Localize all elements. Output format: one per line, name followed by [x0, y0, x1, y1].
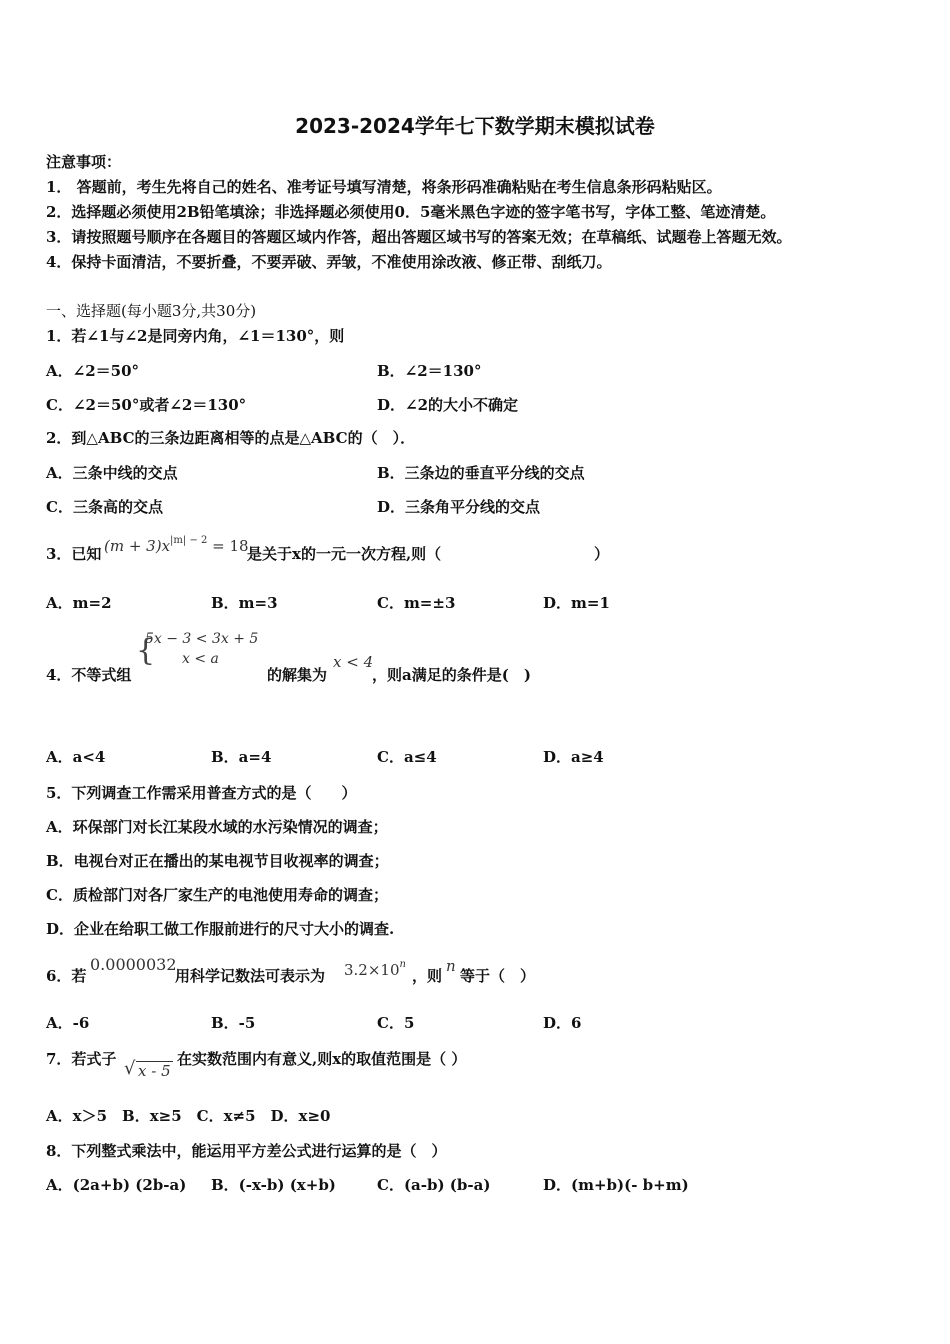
q4-option-b: B．a=4 [211, 748, 272, 766]
q8-option-a: A．(2a+b) (2b-a) [46, 1176, 187, 1194]
q1-option-b: B．∠2＝130° [377, 362, 482, 380]
q1-stem: 1．若∠1与∠2是同旁内角，∠1＝130°，则 [46, 327, 345, 345]
q3-suffix: 是关于x的一元一次方程,则（ [247, 545, 442, 563]
q4-middle-text: 的解集为 [267, 666, 328, 684]
q3-prefix: 3．已知 [46, 545, 102, 563]
q4-option-d: D．a≥4 [543, 748, 604, 766]
q7-options: A．x＞5 B．x≥5 C．x≠5 D．x≥0 [46, 1107, 331, 1125]
q5-option-a: A．环保部门对长江某段水域的水污染情况的调查； [46, 818, 388, 836]
q4-sys-line-2: x < a [182, 651, 219, 667]
q3-close-paren: ） [594, 545, 610, 563]
q4-suffix: ，则a满足的条件是( ) [372, 666, 531, 684]
q6-option-a: A．-6 [46, 1014, 90, 1032]
q5-stem: 5．下列调查工作需采用普查方式的是（ ） [46, 784, 357, 802]
q6-option-d: D．6 [543, 1014, 582, 1032]
q3-equation-exponent: |m| − 2 [170, 535, 208, 546]
q4-option-c: C．a≤4 [377, 748, 437, 766]
q4-solution-set: x < 4 [333, 653, 374, 671]
q4-option-a: A．a<4 [46, 748, 106, 766]
q7-suffix: 在实数范围内有意义,则x的取值范围是（ ） [177, 1050, 467, 1068]
q7-sqrt [124, 1058, 173, 1081]
section-heading: 一、选择题(每小题3分,共30分) [46, 302, 257, 320]
q3-equation-rhs: = 18 [207, 537, 249, 555]
q8-stem: 8．下列整式乘法中，能运用平方差公式进行运算的是（ ） [46, 1142, 447, 1160]
q6-prefix: 6．若 [46, 967, 87, 985]
q3-equation-lhs: (m + 3)x [104, 537, 171, 555]
q3-option-d: D．m=1 [543, 594, 610, 612]
q6-number: 0.0000032 [90, 955, 177, 974]
q4-prefix: 4．不等式组 [46, 666, 132, 684]
q7-radicand: x - 5 [138, 1062, 171, 1080]
q1-option-d: D．∠2的大小不确定 [377, 396, 519, 414]
q3-option-c: C．m=±3 [377, 594, 456, 612]
notice-item-1: 1． 答题前，考生先将自己的姓名、准考证号填写清楚，将条形码准确粘贴在考生信息条形码粘贴区。 [46, 178, 722, 196]
q8-option-b: B．(-x-b) (x+b) [211, 1176, 336, 1194]
notice-item-2: 2．选择题必须使用2B铅笔填涂；非选择题必须使用0．5毫米黑色字迹的签字笔书写，字体工整、笔迹清楚。 [46, 203, 776, 221]
q2-option-c: C．三条高的交点 [46, 498, 163, 516]
notice-item-3: 3．请按照题号顺序在各题目的答题区域内作答，超出答题区域书写的答案无效；在草稿纸、试题卷上答题无效。 [46, 228, 792, 246]
q6-scientific-base: 3.2×10 [344, 961, 400, 979]
q3-option-a: A．m=2 [46, 594, 112, 612]
page-title: 2023-2024学年七下数学期末模拟试卷 [295, 114, 655, 138]
q2-option-b: B．三条边的垂直平分线的交点 [377, 464, 585, 482]
q1-option-a: A．∠2＝50° [46, 362, 140, 380]
sqrt-sign-icon: √ [124, 1058, 136, 1079]
q6-option-b: B．-5 [211, 1014, 256, 1032]
q5-option-c: C．质检部门对各厂家生产的电池使用寿命的调查； [46, 886, 388, 904]
q2-option-a: A．三条中线的交点 [46, 464, 178, 482]
q2-stem: 2．到△ABC的三条边距离相等的点是△ABC的（ ）． [46, 429, 416, 447]
q4-sys-line-1: 5x − 3 < 3x + 5 [145, 631, 259, 647]
q3-equation [104, 531, 249, 556]
q6-scientific-exponent: n [399, 959, 406, 970]
q5-option-d: D．企业在给职工做工作服前进行的尺寸大小的调查. [46, 920, 395, 938]
q2-option-d: D．三条角平分线的交点 [377, 498, 541, 516]
q6-option-c: C．5 [377, 1014, 415, 1032]
q6-variable-n: n [446, 957, 456, 975]
q8-option-c: C．(a-b) (b-a) [377, 1176, 491, 1194]
q6-scientific [344, 955, 406, 980]
notice-item-4: 4．保持卡面清洁，不要折叠，不要弄破、弄皱，不准使用涂改液、修正带、刮纸刀。 [46, 253, 612, 271]
q6-middle-text: 用科学记数法可表示为 [175, 967, 326, 985]
q6-middle-text-2: ，则 [412, 967, 443, 985]
q5-option-b: B．电视台对正在播出的某电视节目收视率的调查； [46, 852, 389, 870]
q1-option-c: C．∠2＝50°或者∠2＝130° [46, 396, 247, 414]
q6-suffix: 等于（ ） [460, 967, 536, 985]
notice-heading: 注意事项： [46, 153, 122, 171]
q7-radical [124, 1058, 173, 1081]
q3-option-b: B．m=3 [211, 594, 278, 612]
q4-brace: { [136, 633, 156, 668]
q8-option-d: D．(m+b)(- b+m) [543, 1176, 689, 1194]
q7-prefix: 7．若式子 [46, 1050, 117, 1068]
